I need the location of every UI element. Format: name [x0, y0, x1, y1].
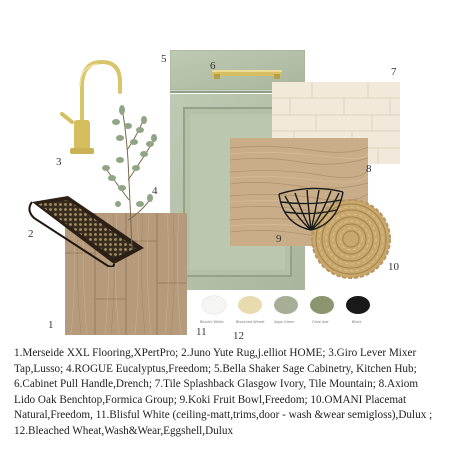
materials-caption: 1.Merseide XXL Flooring,XPertPro; 2.Juno Yute Rug,j.elliot HOME; 3.Giro Lever Mixer Tap,Lusso; 4.ROGUE Eucalyptus,Freedom; 5.Bella Shaker Sage Cabinetry, Kitchen Hub; 6.Cabinet Pull Handle,Drench; 7.Tile Splashback Glasgow Ivory, Tile Mountain; 8.Axiom Lido Oak Benchtop,Formica Group; 9.Koki Fruit Bowl,Freedom; 10.OMANI Placemat Natural,Freedom, 11.Blisful White (ceiling-matt,trims,door - wash &wear semigloss),Dulux ; 12.Bleached Wheat,Wash&Wear,Eggshell,Dulux [14, 347, 433, 437]
paint-swatch [346, 296, 370, 314]
paint-swatch [274, 296, 298, 314]
item-number-label: 1 [48, 319, 54, 331]
item-number-label: 10 [388, 261, 399, 273]
paint-swatch-label: Sage Green [274, 320, 295, 324]
paint-swatch [202, 296, 226, 314]
item-number-label: 2 [28, 228, 34, 240]
paint-swatch-label: Black [352, 320, 362, 324]
paint-swatch [238, 296, 262, 314]
item-number-label: 3 [56, 156, 62, 168]
paint-swatch-label: Blissful White [200, 320, 224, 324]
paint-swatch-label: Olive leaf [312, 320, 329, 324]
pull-handle-image [210, 66, 285, 80]
paint-swatch [310, 296, 334, 314]
item-number-label: 11 [196, 326, 207, 338]
item-number-label: 7 [391, 66, 397, 78]
item-number-label: 4 [152, 185, 158, 197]
mixer-tap-image [58, 56, 126, 156]
item-number-label: 12 [233, 330, 244, 342]
paint-swatch-label: Bleached Wheat [236, 320, 265, 324]
item-number-label: 9 [276, 233, 282, 245]
item-number-label: 8 [366, 163, 372, 175]
item-number-label: 5 [161, 53, 167, 65]
fruit-bowl-image [275, 184, 347, 234]
paint-swatches [196, 296, 376, 330]
item-number-label: 6 [210, 60, 216, 72]
